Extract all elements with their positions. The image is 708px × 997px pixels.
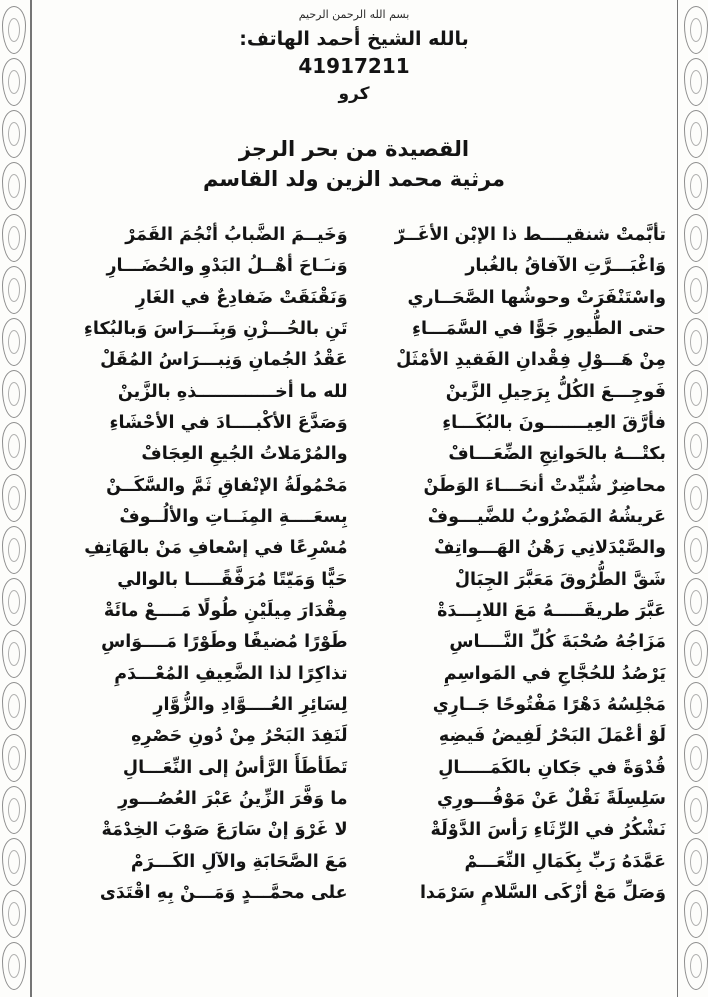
phone-number: 41917211 [298, 54, 410, 78]
verse-row [36, 252, 672, 280]
hemistich-left: لله ما أخـــــــــــــذهِ بالزَّينْ [117, 381, 348, 402]
hemistich-left: حَيًّا وَمَيّتًا مُرَفَّقًـــــا بالوالي [117, 569, 348, 590]
hemistich-right: قُدْوَةً في جَكانِ بالكَمَـــــالِ [438, 757, 666, 778]
hemistich-right: فَوجِـــعَ الكُلُّ بِرَحِيلِ الزَّينْ [445, 381, 666, 402]
hemistich-right: حتى الطُّيورِ جَوًّا في السَّمَـــاءِ [412, 318, 666, 339]
hemistich-right: فأرَّقَ العِيـــــــونَ بالبُكَـــاءِ [442, 412, 666, 433]
hemistich-left: تذاكِرًا لذا الضَّعِيفِ المُعْـــدَمِ [114, 663, 348, 684]
hemistich-left: طَوْرًا مُضيفًا وطَوْرًا مَــــوَاسِ [101, 632, 348, 653]
hemistich-left: ما وَفَّرَ الزِّينُ عَبْرَ العُصُـــورِ [118, 789, 348, 810]
hemistich-right: وَصَلِّ مَعْ أزْكَى السَّلامِ سَرْمَدا [419, 883, 666, 904]
poem-body [36, 221, 672, 908]
hemistich-left: وَنَقْنَقَتْ ضَفادِعٌ في الغَارِ [135, 287, 348, 308]
document-content [36, 0, 672, 997]
hemistich-right: يَرْصُدُ للحُجَّاجِ في المَواسِمِ [443, 663, 666, 684]
hemistich-left: مُسْرِعًا في إسْعافِ مَنْ بالهَاتِفِ [84, 538, 348, 559]
hemistich-right: سَلِسِلَةً نَقْلٌ عَنْ مَوْفُـــورِي [437, 789, 666, 810]
author-header: بالله الشيخ أحمد الهاتف: [239, 28, 469, 50]
verse-row [36, 754, 672, 782]
decorative-border-right [682, 0, 708, 997]
hemistich-left: لِسَائِرِ العُــــوَّادِ والزُّوَّارِ [153, 695, 348, 716]
hemistich-left: وَنـَـاحَ أهْــلُ البَدْوِ والحُضَـــارِ [106, 256, 348, 277]
verse-row [36, 346, 672, 374]
verse-row [36, 660, 672, 688]
place-name: كرو [338, 84, 370, 104]
verse-row [36, 597, 672, 625]
hemistich-left: لَنَفِدَ البَحْرُ مِنْ دُونِ حَصْرِهِ [131, 726, 348, 747]
hemistich-left: على محمَّـــدٍ وَمَـــنْ بِهِ اقْتَدَى [99, 883, 348, 904]
hemistich-left: وَصَدَّعَ الأكْبــــادَ في الأحْشَاءِ [109, 412, 348, 433]
hemistich-left: عَقْدُ الجُمانِ وَنِبـــرَاسُ المُقَلْ [100, 350, 348, 371]
verse-row [36, 221, 672, 249]
verse-row [36, 284, 672, 312]
poem-subtitle: مرثية محمد الزين ولد القاسم [202, 167, 506, 192]
hemistich-right: عَبَّرَ طريقَـــــهُ مَعَ اللابِـــدَةْ [437, 601, 666, 621]
basmala-text: بسم الله الرحمن الرحيم [298, 8, 410, 21]
hemistich-left: وَخَيــمَ الضَّبابُ أنْجُمَ القَمَرْ [125, 224, 348, 245]
verse-row [36, 628, 672, 656]
verse-row [36, 566, 672, 594]
hemistich-right: والصَّيْدَلانِي رَهْنُ الهَـــواتِفْ [434, 538, 666, 559]
verse-row [36, 722, 672, 750]
verse-row [36, 409, 672, 437]
hemistich-right: محاضِرٌ شُيِّدتْ أنحَـــاءَ الوَطَنْ [423, 475, 666, 496]
poem-title: القصيدة من بحر الرجز [238, 137, 470, 161]
verse-row [36, 816, 672, 844]
hemistich-left: تَنِ بالحُـــزْنِ وَبِنَـــرَاسَ وَبالبُكاءِ [83, 318, 348, 339]
hemistich-right: مَزَاجُهُ صُحْبَةَ كُلِّ النَّــــاسِ [449, 632, 666, 653]
hemistich-right: عَمَّدَهُ رَبِّ بِكَمَالِ النِّعَـــمْ [464, 851, 666, 872]
hemistich-right: لَوْ أعْمَلَ البَحْرُ لَفِيضُ فَيضِهِ [438, 726, 666, 747]
verse-row [36, 315, 672, 343]
hemistich-right: تأبَّمتْ شنقيــــط ذا الإبْن الأغَــرّ [394, 224, 666, 245]
verse-row [36, 691, 672, 719]
hemistich-right: مَجْلِسُهُ دَهْرًا مَفْتُوحًا جَــارِي [432, 695, 666, 716]
verse-row [36, 534, 672, 562]
border-rule-left [30, 0, 32, 997]
hemistich-right: واسْتَنْفَرَتْ وحوشُها الصَّحَــاري [407, 287, 666, 308]
hemistich-left: تَطَأطَأَ الرَّأسُ إلى النِّعَـــالِ [122, 757, 348, 778]
hemistich-left: مَحْمُولَةُ الإنْفاقِ ثَمَّ والسَّكَــنْ [106, 475, 348, 496]
hemistich-right: عَريشُهُ المَضْرُوبُ للضَّيـــوفْ [427, 506, 666, 527]
hemistich-right: مِنْ هَـــوْلِ فِقْدانِ الفَقيدِ الأمْثَلْ [396, 350, 666, 371]
hemistich-right: بكتْـــهُ بالحَوانِجِ الضِّعَـــافْ [448, 444, 666, 465]
verse-row [36, 503, 672, 531]
verse-row [36, 785, 672, 813]
poem-title-block [36, 134, 672, 195]
hemistich-left: مَعَ الصَّحَابَةِ والآلِ الكَـــرَمْ [130, 851, 348, 872]
hemistich-left: بِسعَــــةِ المِنَــاتِ والألُــوفْ [119, 506, 348, 527]
hemistich-left: والمُرْمَلاتُ الجُيعِ العِجَافْ [141, 444, 348, 465]
hemistich-left: لا غَرْوَ إنْ سَارَعَ صَوْبَ الخِدْمَةْ [101, 820, 348, 841]
hemistich-right: وَاغْبَـــرَّتِ الآفاقُ بالغُبار [465, 256, 666, 277]
verse-row [36, 378, 672, 406]
verse-row [36, 848, 672, 876]
hemistich-right: نَشْكُرُ في الرِّثَاءِ رَأسَ الدَّوْلَةْ [430, 820, 666, 841]
border-rule-right [677, 0, 679, 997]
decorative-border-left [0, 0, 26, 997]
verse-row [36, 440, 672, 468]
verse-row [36, 879, 672, 907]
hemistich-right: شَقَّ الطُّرُوقَ مَعَبَّرَ الجِبَالْ [454, 569, 666, 590]
hemistich-left: مِقْدَارَ مِيلَيْنِ طُولًا مَــــعْ مائَةْ [103, 601, 348, 621]
verse-row [36, 472, 672, 500]
